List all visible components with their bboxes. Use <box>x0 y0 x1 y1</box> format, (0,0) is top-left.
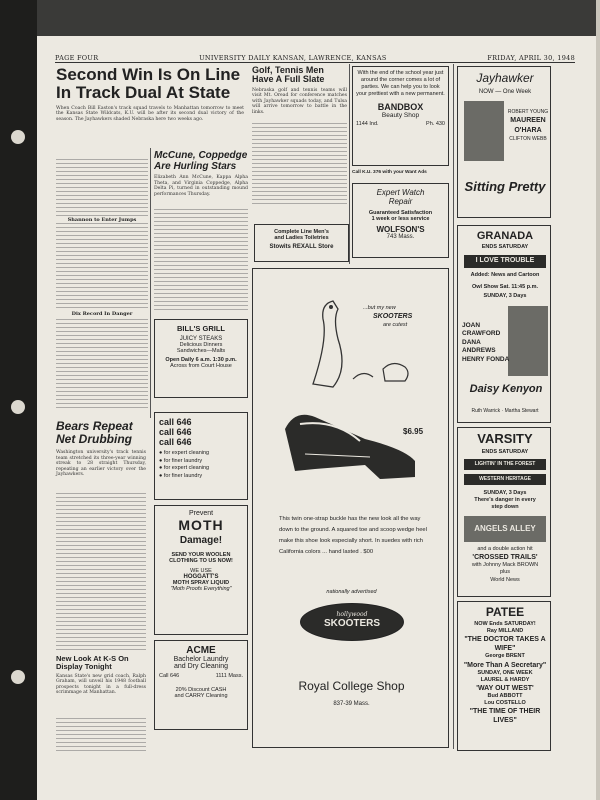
mccune-lead: Elizabeth Ann McCune, Kappa Alpha Theta, and Virginia Coppedge, Alpha Delta Pi, turned in outstanding mound performances Thursday. <box>154 175 248 197</box>
skooters-national: nationally advertised <box>326 589 377 595</box>
patee-title1: "THE DOCTOR TAKES A WIFE" <box>464 636 546 653</box>
varsity-feature-4: 'CROSSED TRAILS' <box>472 554 538 562</box>
patee-title4: "THE TIME OF THEIR LIVES" <box>469 708 541 725</box>
mccune-body <box>154 206 248 312</box>
patee-title3: 'WAY OUT WEST' <box>476 684 534 692</box>
varsity-name: VARSITY <box>477 431 533 446</box>
laundry-call-2: call 646 <box>159 427 192 437</box>
wolfson-line2: Repair <box>388 197 413 206</box>
patee-star2: George BRENT <box>485 653 525 660</box>
newlook-headline: New Look At K-S On Display Tonight <box>56 654 129 671</box>
mccune-headline: McCune, Coppedge Are Hurling Stars <box>154 150 248 172</box>
column-rule <box>349 64 350 264</box>
laundry-item: ● for expert cleaning <box>159 450 210 456</box>
granada-ends: ENDS SATURDAY <box>481 244 529 250</box>
jayhawker-title: Sitting Pretty <box>464 179 546 194</box>
page-number: PAGE FOUR <box>55 54 99 62</box>
skooters-description: This twin one-strap buckle has the new look all the way down to the ground. A squared toe and scoop wedge heel make this shoe look especially short. In suedes with rich California colors ... hand lasted . $00 <box>279 516 427 555</box>
skooters-ad <box>252 268 449 748</box>
patee-ad <box>457 601 551 751</box>
moth-line8: "Moth Proofs Everything" <box>170 586 232 592</box>
laundry-call-3: call 646 <box>159 437 192 447</box>
binding-strip <box>0 0 37 800</box>
track-column-1 <box>56 156 148 411</box>
bandbox-intro: With the end of the school year just around the corner comes a lot of parties. We can help you to look your prettiest with a new permanent. <box>356 70 445 97</box>
bandbox-phone: Ph. 430 <box>426 120 445 127</box>
bills-hours: Open Daily 6 a.m. 1:30 p.m. <box>165 357 237 363</box>
laundry-item: ● for finer laundry <box>159 473 203 480</box>
golf-body <box>252 120 347 205</box>
bandbox-sub: Beauty Shop <box>381 111 420 119</box>
binding-hole <box>11 130 25 144</box>
skooters-price: $6.95 <box>403 427 424 436</box>
store-name: Royal College Shop <box>298 679 405 693</box>
moth-ad <box>154 505 248 635</box>
granada-title: Daisy Kenyon <box>469 383 543 395</box>
jayhawker-now: NOW — One Week <box>478 89 532 95</box>
varsity-sunday-1: SUNDAY, 3 Days <box>483 490 527 496</box>
rexall-line2: and Ladies Toiletries <box>274 235 329 241</box>
logo-line1: hollywood <box>336 611 368 618</box>
moth-line1: Prevent <box>188 510 214 517</box>
patee-stars3: LAUREL & HARDY <box>480 676 530 683</box>
track-subhead-2: Dix Record In Danger <box>56 311 148 317</box>
movie-still <box>464 101 504 161</box>
rexall-line1: Complete Line Men's <box>274 229 329 235</box>
patee-star5: Lou COSTELLO <box>484 700 526 707</box>
paper-name: UNIVERSITY DAILY KANSAN, LAWRENCE, KANSAS <box>199 54 387 62</box>
kangaroo-illustration <box>293 289 423 399</box>
varsity-feature-1: LIGHTIN' IN THE FOREST <box>464 459 546 470</box>
star-name: DANA ANDREWS <box>462 338 496 355</box>
golf-headline: Golf, Tennis Men Have A Full Slate <box>252 65 325 85</box>
bears-lead: Washington university's track tennis team stretched its three-year winning streak to 28 straight Thursday, repeating an earlier victory over the Jayhawkers. <box>56 450 146 478</box>
granada-added: Added: News and Cartoon <box>470 272 540 278</box>
acme-phone: Call 646 <box>159 673 180 679</box>
track-subhead-1: Shannon to Enter Jumps <box>56 217 148 223</box>
moth-line7: MOTH SPRAY LIQUID <box>172 580 230 586</box>
wolfson-name: WOLFSON'S <box>376 225 425 234</box>
issue-date: FRIDAY, APRIL 30, 1948 <box>487 54 575 62</box>
varsity-news: World News <box>490 576 520 583</box>
varsity-ad <box>457 427 551 597</box>
star-name: ROBERT YOUNG <box>507 109 549 115</box>
skooters-brand: SKOOTERS <box>373 313 413 320</box>
binding-hole <box>11 400 25 414</box>
rexall-ad <box>254 224 349 262</box>
bears-body <box>56 490 146 652</box>
golf-article <box>252 66 347 115</box>
rexall-name: Stowits REXALL Store <box>269 244 334 250</box>
newlook-lead: Kansas State's new grid coach, Ralph Graham, will unveil his 1948 football prospects tonight in a full-dress scrimmage at Manhattan. <box>56 673 146 696</box>
moth-line2: MOTH <box>178 517 224 533</box>
granada-owl: Owl Show Sat. 11:45 p.m. <box>471 284 539 290</box>
skooters-logo <box>300 603 404 641</box>
column-rule <box>150 148 151 418</box>
varsity-with: with Johnny Mack BROWN <box>471 562 539 569</box>
column-rule <box>453 64 454 749</box>
shoe-illustration <box>275 399 425 489</box>
bears-headline: Bears Repeat Net Drubbing <box>56 419 133 447</box>
patee-star4: Bud ABBOTT <box>487 693 523 700</box>
wolfson-ad <box>352 183 449 258</box>
acme-line2: and Dry Cleaning <box>173 663 229 670</box>
jayhawker-name: Jayhawker <box>476 71 534 85</box>
granada-name: GRANADA <box>476 230 534 242</box>
bills-line2: Delicious Dinners <box>179 342 223 348</box>
granada-sunday: SUNDAY, 3 Days <box>483 293 527 299</box>
acme-name: ACME <box>186 645 216 656</box>
star-name: CLIFTON WEBB <box>509 135 547 142</box>
newlook-body <box>56 715 146 751</box>
store-address: 837-39 Mass. <box>333 701 370 707</box>
golf-lead: Nebraska golf and tennis teams will visit Mt. Oread for conference matches with Jayhawker squads today, and Tulsa will arrive tomorrow to battle in the links. <box>252 87 347 115</box>
granada-cast: Ruth Warrick · Martha Stewart <box>471 408 539 414</box>
acme-ad <box>154 640 248 730</box>
moth-line6: HOGGATT'S <box>183 574 219 580</box>
mccune-article <box>154 150 248 197</box>
bears-article <box>56 420 146 478</box>
laundry-call-1: call 646 <box>159 417 192 427</box>
moth-line4: SEND YOUR WOOLEN CLOTHING TO US NOW! <box>169 552 233 564</box>
laundry-item: ● for finer laundry <box>159 457 203 464</box>
acme-line1: Bachelor Laundry <box>173 656 229 663</box>
varsity-feature-3: ANGELS ALLEY <box>474 524 536 533</box>
bandbox-ad <box>352 66 449 166</box>
acme-discount-1: 20% Discount CASH <box>175 687 227 693</box>
patee-star1: Ray MILLAND <box>486 628 524 635</box>
laundry-ad <box>154 412 248 500</box>
logo-line2: SKOOTERS <box>323 618 381 629</box>
masthead <box>55 54 575 62</box>
patee-sunday: SUNDAY, ONE WEEK <box>477 669 533 676</box>
patee-title2: "More Than A Secretary" <box>463 661 547 669</box>
wolfson-line1: Expert Watch <box>376 188 425 197</box>
patee-ends: NOW Ends SATURDAY! <box>474 621 536 627</box>
varsity-feature-2: WESTERN HERITAGE <box>464 474 546 485</box>
wolfson-line3: Guaranteed Satisfaction <box>368 210 433 216</box>
bills-line3: Sandwiches—Malts <box>176 348 226 354</box>
bandbox-address: 1144 Ind. <box>356 120 379 127</box>
granada-feature: I LOVE TROUBLE <box>464 255 546 268</box>
varsity-ends: ENDS SATURDAY <box>481 449 529 455</box>
track-lead: When Coach Bill Easton's track squad travels to Manhattan tomorrow to meet the Kansas State Wildcats, K.U. will be after its second dual victory of the season. The Jayhawkers shaded Nebraska here two weeks ago. <box>56 105 244 122</box>
acme-address: 1111 Mass. <box>215 673 243 679</box>
jayhawker-ad <box>457 66 551 218</box>
track-article <box>56 66 244 122</box>
star-name: JOAN CRAWFORD <box>462 322 501 338</box>
track-headline: Second Win Is On Line In Track Dual At State <box>56 65 241 102</box>
bills-grill-ad <box>154 319 248 398</box>
wolfson-address: 743 Mass. <box>386 234 415 240</box>
bandbox-name: BANDBOX <box>377 101 424 112</box>
star-name: MAUREEN O'HARA <box>510 117 546 134</box>
masthead-rule <box>55 62 575 63</box>
varsity-sunday-2: There's danger in every <box>474 497 536 504</box>
moth-line5: WE USE <box>190 568 212 574</box>
bills-name: BILL'S GRILL <box>176 324 226 333</box>
want-ads-line: Call K.U. 376 with your Want Ads <box>352 170 427 175</box>
star-name: HENRY FONDA <box>462 355 510 363</box>
varsity-sunday-3: step down <box>491 504 519 511</box>
varsity-and: and a double action hit <box>477 546 533 552</box>
movie-still <box>508 306 548 376</box>
moth-line3: Damage! <box>179 535 223 546</box>
varsity-plus: plus <box>499 569 511 576</box>
newlook-article <box>56 655 146 696</box>
binding-hole <box>11 670 25 684</box>
page-edge <box>596 0 600 800</box>
granada-ad <box>457 225 551 423</box>
wolfson-line4: 1 week or less service <box>371 216 430 222</box>
laundry-item: ● for expert cleaning <box>159 465 210 472</box>
bills-line1: JUICY STEAKS <box>179 336 223 342</box>
skooters-tag: are cutest <box>383 322 408 328</box>
bills-location: Across from Court House <box>170 363 232 369</box>
skooters-top: ...but my new <box>363 305 396 311</box>
patee-name: PATEE <box>485 605 525 619</box>
acme-discount-2: and CARRY Cleaning <box>174 693 228 699</box>
